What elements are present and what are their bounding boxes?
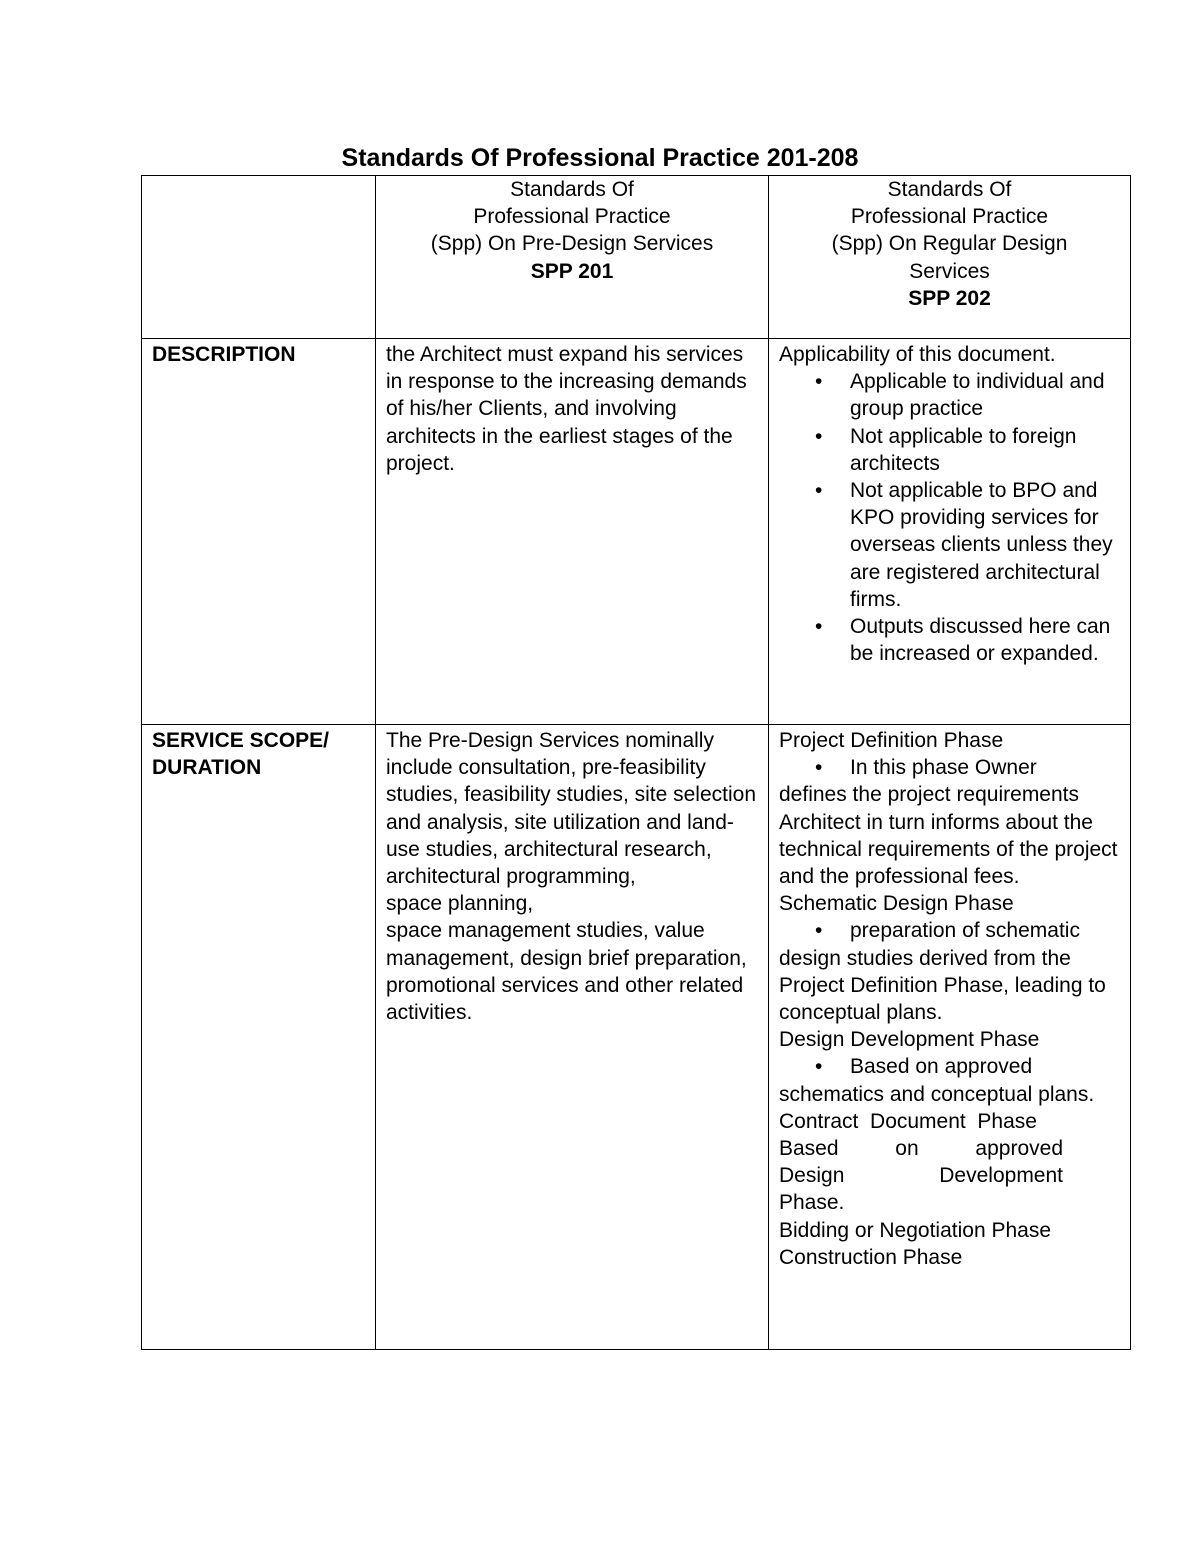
scope-paragraph: The Pre-Design Services nominally include consultation, pre-feasibility studies, feasibility studies, site selection and analysis, site utilization and land-use studies, architectural research, architectural programming, (386, 729, 757, 889)
phase-bullet (779, 917, 1120, 944)
applicability-list (779, 368, 1120, 667)
document-title: Standards Of Professional Practice 201-208 (341, 144, 859, 172)
list-item: • Outputs discussed here can be increased or expanded. (779, 613, 1120, 667)
phase-heading: Project Definition Phase (779, 729, 1004, 752)
header-201-code: SPP 201 (530, 259, 614, 283)
phase-heading: Design Development Phase (779, 1028, 1040, 1052)
header-spp-201 (376, 176, 769, 339)
table-header-row (142, 176, 1131, 339)
spp-comparison-table (141, 175, 1131, 1350)
phase-text: schematics and conceptual plans. (779, 1082, 1095, 1106)
phase-heading: Bidding or Negotiation Phase (779, 1218, 1052, 1242)
header-202-line: (Spp) On Regular Design (831, 232, 1068, 256)
row-label-line: SERVICE SCOPE/ (152, 729, 330, 752)
applicability-intro: Applicability of this document. (779, 343, 1056, 366)
description-spp-201: the Architect must expand his services in response to the increasing demands of his/her Clients, and involving architects in the earliest stages of the project. (376, 339, 769, 725)
phase-text: Phase. (779, 1191, 845, 1215)
phase-heading: Construction Phase (779, 1245, 963, 1269)
phase-text: design studies derived from the Project Definition Phase, leading to conceptual plans. (779, 946, 1106, 1025)
phase-heading: Schematic Design Phase (779, 892, 1014, 916)
list-item: • Applicable to individual and group practice (779, 368, 1120, 422)
header-202-line: Professional Practice (850, 205, 1049, 229)
header-202-code: SPP 202 (908, 286, 991, 310)
header-202-line: Services (909, 259, 990, 283)
scope-paragraph: space planning, (386, 892, 534, 916)
bullet-icon: • (815, 1055, 823, 1079)
table-row-service-scope (142, 725, 1131, 1350)
phase-text: defines the project requirements Architect in turn informs about the technical requirements of the project and the professional fees. (779, 783, 1118, 889)
bullet-icon: • (815, 756, 823, 780)
table-row-description (142, 339, 1131, 725)
service-scope-spp-201 (376, 725, 769, 1350)
phase-heading: Contract Document Phase (779, 1109, 1037, 1133)
header-202-line: Standards Of (887, 178, 1012, 201)
header-201-line: Standards Of (510, 178, 634, 201)
phase-bullet-text: preparation of schematic (850, 919, 1080, 943)
bullet-icon: • (815, 919, 823, 943)
phase-bullet (779, 1053, 1120, 1080)
phase-bullet-text: Based on approved (850, 1055, 1033, 1079)
row-label-description: DESCRIPTION (142, 339, 376, 725)
list-item: • Not applicable to BPO and KPO providing services for overseas clients unless they are registered architectural firms. (779, 477, 1120, 613)
row-label-service-scope (142, 725, 376, 1350)
list-item: • Not applicable to foreign architects (779, 423, 1120, 477)
phase-text-justified: Design Development (779, 1164, 1063, 1188)
header-201-line: Professional Practice (473, 205, 671, 229)
phase-bullet (779, 754, 1120, 781)
header-201-line: (Spp) On Pre-Design Services (430, 232, 714, 256)
header-empty-cell (142, 176, 376, 339)
service-scope-spp-202 (769, 725, 1131, 1350)
scope-paragraph: space management studies, value management, design brief preparation, promotional services and other related activities. (386, 919, 747, 1025)
row-label-line: DURATION (152, 756, 262, 780)
phase-text-justified: Based on approved (779, 1137, 1063, 1161)
description-spp-202 (769, 339, 1131, 725)
phase-bullet-text: In this phase Owner (850, 756, 1037, 780)
header-spp-202 (769, 176, 1131, 339)
